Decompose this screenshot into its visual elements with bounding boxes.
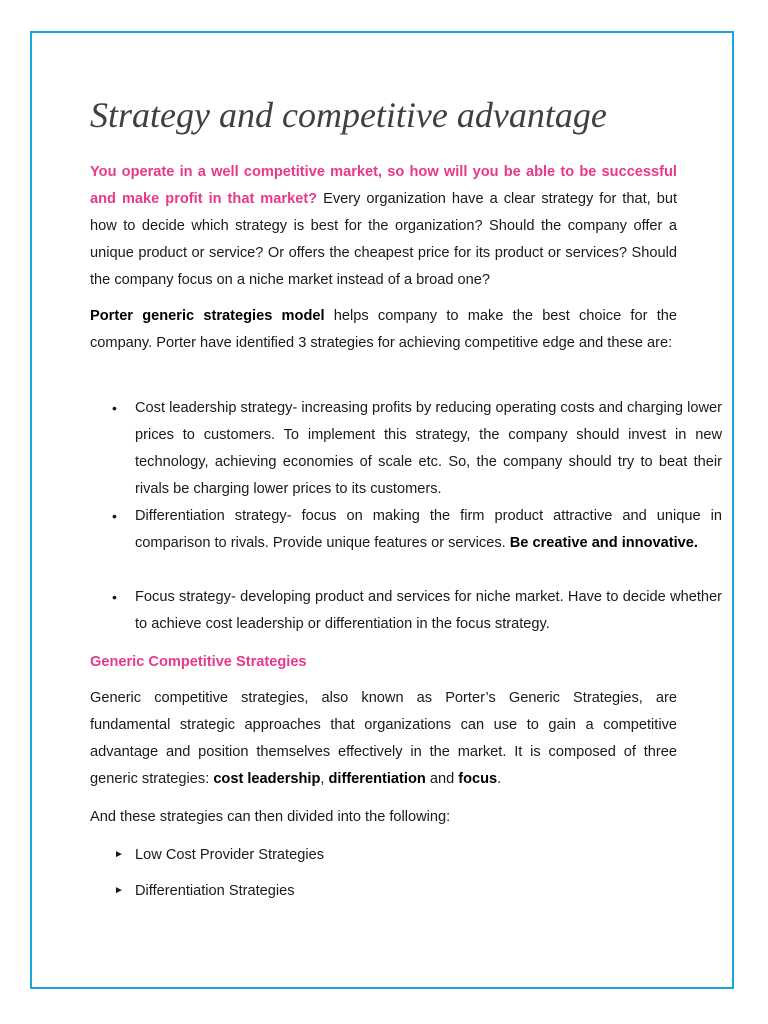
list-item bbox=[90, 503, 722, 557]
term-focus: focus bbox=[458, 771, 498, 787]
list-item-text: Focus strategy- developing product and services for niche market. Have to decide whether to achieve cost leadership or differentiation in the focus strategy. bbox=[135, 589, 722, 632]
bullet-icon: • bbox=[112, 508, 117, 524]
list-item-text: Differentiation strategy- focus on making the firm product attractive and unique in comparison to rivals. Provide unique features or services. bbox=[135, 508, 722, 551]
generic-text: Generic competitive strategies, also known as Porter’s Generic Strategies, are fundamental strategic approaches that organizations can use to gain a competitive advantage and position themselves effectively in the market. It is composed of three generic strategies: bbox=[90, 690, 677, 787]
bullet-icon: • bbox=[112, 589, 117, 605]
page-title: Strategy and competitive advantage bbox=[90, 95, 607, 135]
porter-text: helps company to make the best choice for the company. Porter have identified 3 strategies for achieving competitive edge and these are: bbox=[90, 308, 677, 351]
list-item-emphasis: Be creative and innovative. bbox=[509, 535, 698, 551]
intro-paragraph bbox=[90, 159, 677, 294]
period: . bbox=[497, 771, 502, 787]
generic-paragraph bbox=[90, 685, 677, 793]
separator: , bbox=[320, 771, 329, 787]
list-item bbox=[90, 395, 722, 503]
section-heading: Generic Competitive Strategies bbox=[90, 654, 307, 670]
separator: and bbox=[425, 771, 459, 787]
arrow-list-item-text: Low Cost Provider Strategies bbox=[135, 847, 324, 863]
bullet-icon: • bbox=[112, 400, 117, 416]
arrow-list-item-text: Differentiation Strategies bbox=[135, 883, 295, 899]
term-differentiation: differentiation bbox=[328, 771, 426, 787]
term-cost-leadership: cost leadership bbox=[213, 771, 321, 787]
divided-intro: And these strategies can then divided into the following: bbox=[90, 809, 451, 825]
porter-model-term: Porter generic strategies model bbox=[90, 308, 325, 324]
list-item bbox=[90, 584, 722, 638]
list-item-text: Cost leadership strategy- increasing profits by reducing operating costs and charging lower prices to customers. To implement this strategy, the company should invest in new technology, achieving economies of scale etc. So, the company should try to beat their rivals be charging lower prices to its customers. bbox=[135, 400, 722, 497]
intro-text: Every organization have a clear strategy for that, but how to decide which strategy is best for the organization? Should the company offer a unique product or service? Or offers the cheapest price for its product or services? Should the company focus on a niche market instead of a broad one? bbox=[90, 191, 677, 288]
porter-paragraph bbox=[90, 303, 677, 357]
arrow-right-icon: ► bbox=[114, 885, 124, 896]
arrow-right-icon: ► bbox=[114, 849, 124, 860]
intro-highlight: You operate in a well competitive market, so how will you be able to be successful and make profit in that market? bbox=[90, 164, 677, 207]
